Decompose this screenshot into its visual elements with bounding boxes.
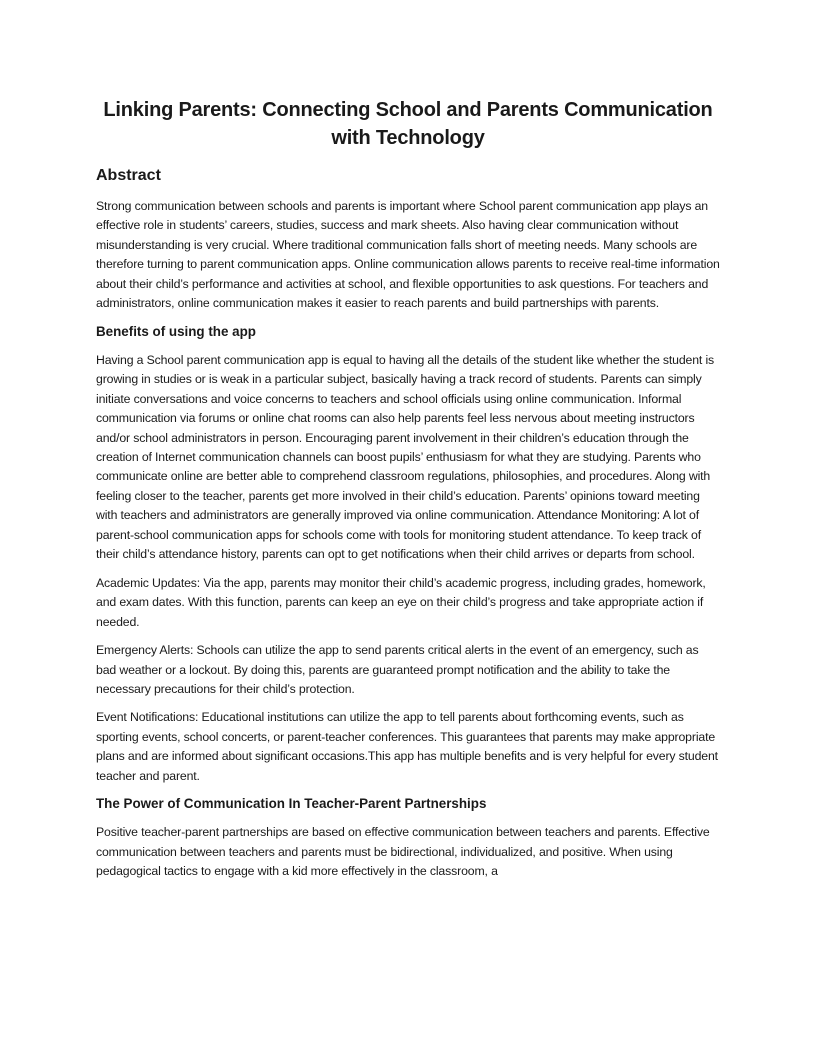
benefits-heading: Benefits of using the app	[96, 323, 256, 339]
partnerships-heading: The Power of Communication In Teacher-Parent Partnerships	[96, 796, 487, 812]
benefits-paragraph-2: Academic Updates: Via the app, parents may monitor their child’s academic progress, including grades, homework, and exam dates. With this function, parents can keep an eye on their child’s progress and take appropriate action if needed.	[96, 575, 706, 629]
abstract-paragraph: Strong communication between schools and parents is important where School parent communication app plays an effective role in students’ careers, studies, success and mark sheets. Also having clear communication without misunderstanding is very crucial. Where traditional communication falls short of meeting needs. Many schools are therefore turning to parent communication apps. Online communication allows parents to receive real-time information about their child’s performance and activities at school, and flexible opportunities to ask questions. For teachers and administrators, online communication makes it easier to reach parents and build partnerships with parents.	[96, 199, 720, 311]
document-title: Linking Parents: Connecting School and Parents Communication with Technology	[103, 99, 713, 149]
document-page	[96, 96, 720, 891]
abstract-heading: Abstract	[96, 167, 161, 184]
benefits-paragraph-1: Having a School parent communication app is equal to having all the details of the student like whether the student is growing in studies or is weak in a particular subject, basically having a track record of students. Parents can simply initiate conversations and voice concerns to teachers and school officials using online communication. Informal communication via forums or online chat rooms can also help parents feel less nervous about meeting instructors and/or school administrators in person. Encouraging parent involvement in their children’s education through the creation of Internet communication channels can boost pupils’ enthusiasm for what they are studying. Parents who communicate online are better able to comprehend classroom regulations, philosophies, and procedures. Along with feeling closer to the teacher, parents get more involved in their child’s education. Parents’ opinions toward meeting with teachers and administrators are generally improved via online communication. Attendance Monitoring: A lot of parent-school communication apps for schools come with tools for monitoring student attendance. To keep track of their child’s attendance history, parents can opt to get notifications when their child arrives or departs from school.	[96, 352, 715, 562]
benefits-paragraph-3: Emergency Alerts: Schools can utilize the app to send parents critical alerts in the event of an emergency, such as bad weather or a lockout. By doing this, parents are guaranteed prompt notification and the ability to take the necessary precautions for their child’s protection.	[96, 643, 699, 696]
partnerships-paragraph: Positive teacher-parent partnerships are based on effective communication between teachers and parents. Effective communication between teachers and parents must be bidirectional, individualized, and positive. When using pedagogical tactics to engage with a kid more effectively in the classroom, a	[96, 825, 710, 879]
benefits-paragraph-4: Event Notifications: Educational institutions can utilize the app to tell parents about forthcoming events, such as sporting events, school concerts, or parent-teacher conferences. This guarantees that parents may make appropriate plans and are informed about significant occasions.This app has multiple benefits and is very helpful for every student teacher and parent.	[96, 710, 718, 783]
